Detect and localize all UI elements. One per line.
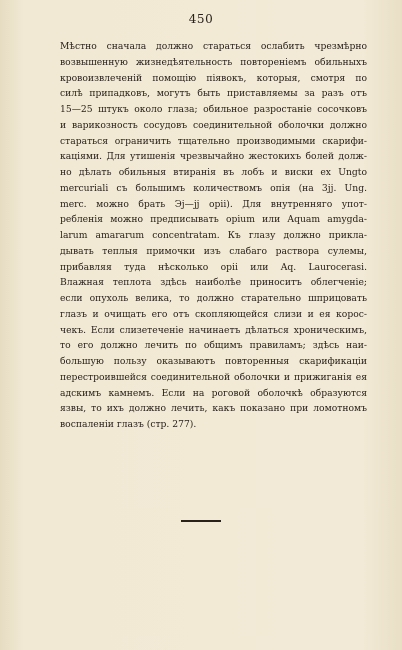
text-line: то его должно лечить по общимъ правиламъ; здѣсь наи- xyxy=(60,340,367,352)
text-line: дывать теплыя примочки изъ слабаго раствора сулемы, xyxy=(60,245,367,257)
text-line: прибавляя туда нѣсколько opii или Aq. Laurocerasi. xyxy=(60,261,367,273)
text-line: Мѣстно сначала должно стараться ослабить чрезмѣрно xyxy=(60,41,367,52)
text-line: перестроившейся соединительной оболочки и прижиганія ея xyxy=(60,371,367,383)
text-line: возвышенную жизнедѣятельность повтореніемъ обильныхъ xyxy=(60,56,367,68)
page-number: 450 xyxy=(188,12,214,26)
section-divider xyxy=(181,520,221,522)
text-line: 15—25 штукъ около глаза; обильное разростаніе сосочковъ xyxy=(60,104,367,115)
text-line: larum amararum concentratam. Къ глазу должно прикла- xyxy=(60,230,367,241)
text-line: если опухоль велика, то должно старательно шприцовать xyxy=(60,293,367,304)
text-line: чекъ. Если слизетеченіе начинаетъ дѣлаться хроническимъ, xyxy=(60,324,367,336)
text-line: но дѣлать обильныя втиранія въ лобъ и виски ex Ungto xyxy=(60,167,367,178)
body-text xyxy=(60,39,367,433)
text-line: язвы, то ихъ должно лечить, какъ показано при ломотномъ xyxy=(60,403,367,415)
text-line: и варикозность сосудовъ соединительной оболочки должно xyxy=(60,119,367,131)
text-line: силѣ припадковъ, могутъ быть приставляемы за разъ отъ xyxy=(60,88,367,100)
text-line: Влажная теплота здѣсь наиболѣе приноситъ облегченіе; xyxy=(60,277,367,289)
text-line: стараться ограничить тщательно производимыми скарифи- xyxy=(60,135,367,147)
text-line: merc. можно брать Эj—jj opii). Для внутренняго упот- xyxy=(60,198,367,210)
text-line: ребленія можно предписывать opium или Aquam amygda- xyxy=(60,214,367,226)
text-line: воспаленіи глазъ (стр. 277). xyxy=(60,419,197,430)
text-line: кровоизвлеченій помощію піявокъ, которыя, смотря по xyxy=(60,72,367,84)
text-line: большую пользу оказываютъ повторенныя скарификаціи xyxy=(60,356,367,367)
text-line: адскимъ камнемъ. Если на роговой оболочкѣ образуются xyxy=(60,387,367,399)
text-line: mercuriali съ большимъ количествомъ опія (на 3jj. Ung. xyxy=(60,182,367,194)
text-line: глазъ и очищать его отъ скопляющейся слизи и ея корос- xyxy=(60,308,367,320)
text-line: каціями. Для утишенія чрезвычайно жестокихъ болей долж- xyxy=(60,151,367,163)
